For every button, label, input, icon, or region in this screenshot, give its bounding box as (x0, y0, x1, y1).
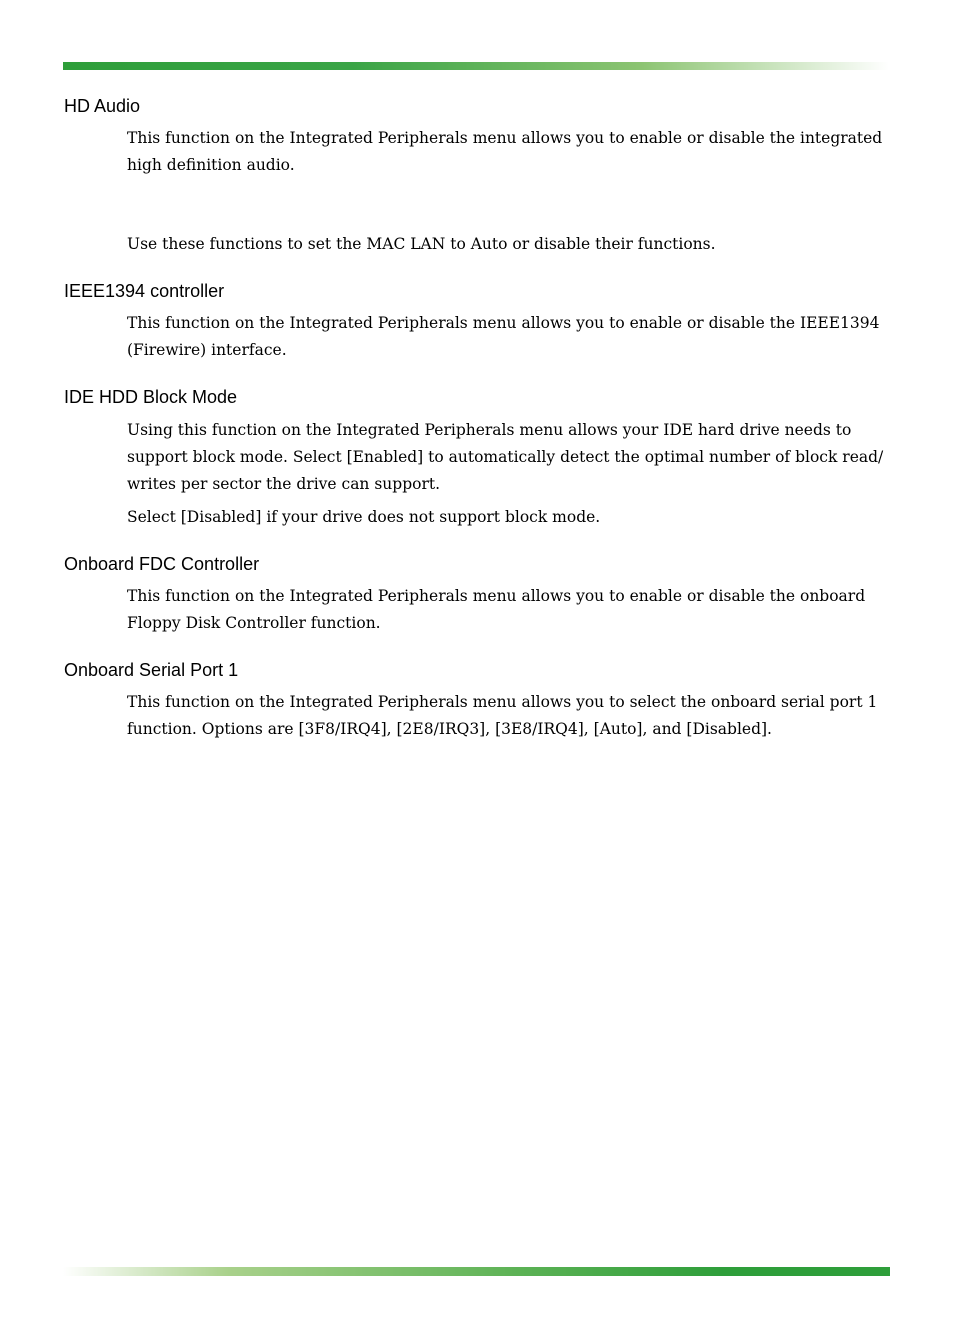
ide-block-mode-description: Using this function on the Integrated Peripherals menu allows your IDE hard drive needs to support block mode. Select [Enabled] to automatically detect the optimal number of block read/ writes per sector the drive can support. (127, 421, 884, 493)
ide-block-mode-disabled-note: Select [Disabled] if your drive does not support block mode. (127, 508, 601, 526)
heading-ide-hdd-block-mode: IDE HDD Block Mode (64, 387, 238, 407)
serial-port-description: This function on the Integrated Peripherals menu allows you to select the onboard serial port 1 function. Options are [3F8/IRQ4], [2E8/IRQ3], [3E8/IRQ4], [Auto], and [Disabled]. (127, 693, 878, 738)
mac-lan-description: Use these functions to set the MAC LAN to Auto or disable their functions. (127, 235, 716, 253)
ieee1394-description: This function on the Integrated Peripherals menu allows you to enable or disable the IEEE1394 (Firewire) interface. (127, 314, 880, 359)
hd-audio-description: This function on the Integrated Peripherals menu allows you to enable or disable the integrated high definition audio. (127, 129, 883, 174)
heading-ieee1394-controller: IEEE1394 controller (64, 281, 225, 301)
heading-onboard-serial-port-1: Onboard Serial Port 1 (64, 660, 239, 680)
header-rule (63, 62, 889, 70)
heading-onboard-fdc-controller: Onboard FDC Controller (64, 554, 260, 574)
fdc-controller-description: This function on the Integrated Peripherals menu allows you to enable or disable the onboard Floppy Disk Controller function. (127, 587, 866, 632)
heading-hd-audio: HD Audio (64, 96, 141, 116)
footer-rule (63, 1267, 890, 1276)
